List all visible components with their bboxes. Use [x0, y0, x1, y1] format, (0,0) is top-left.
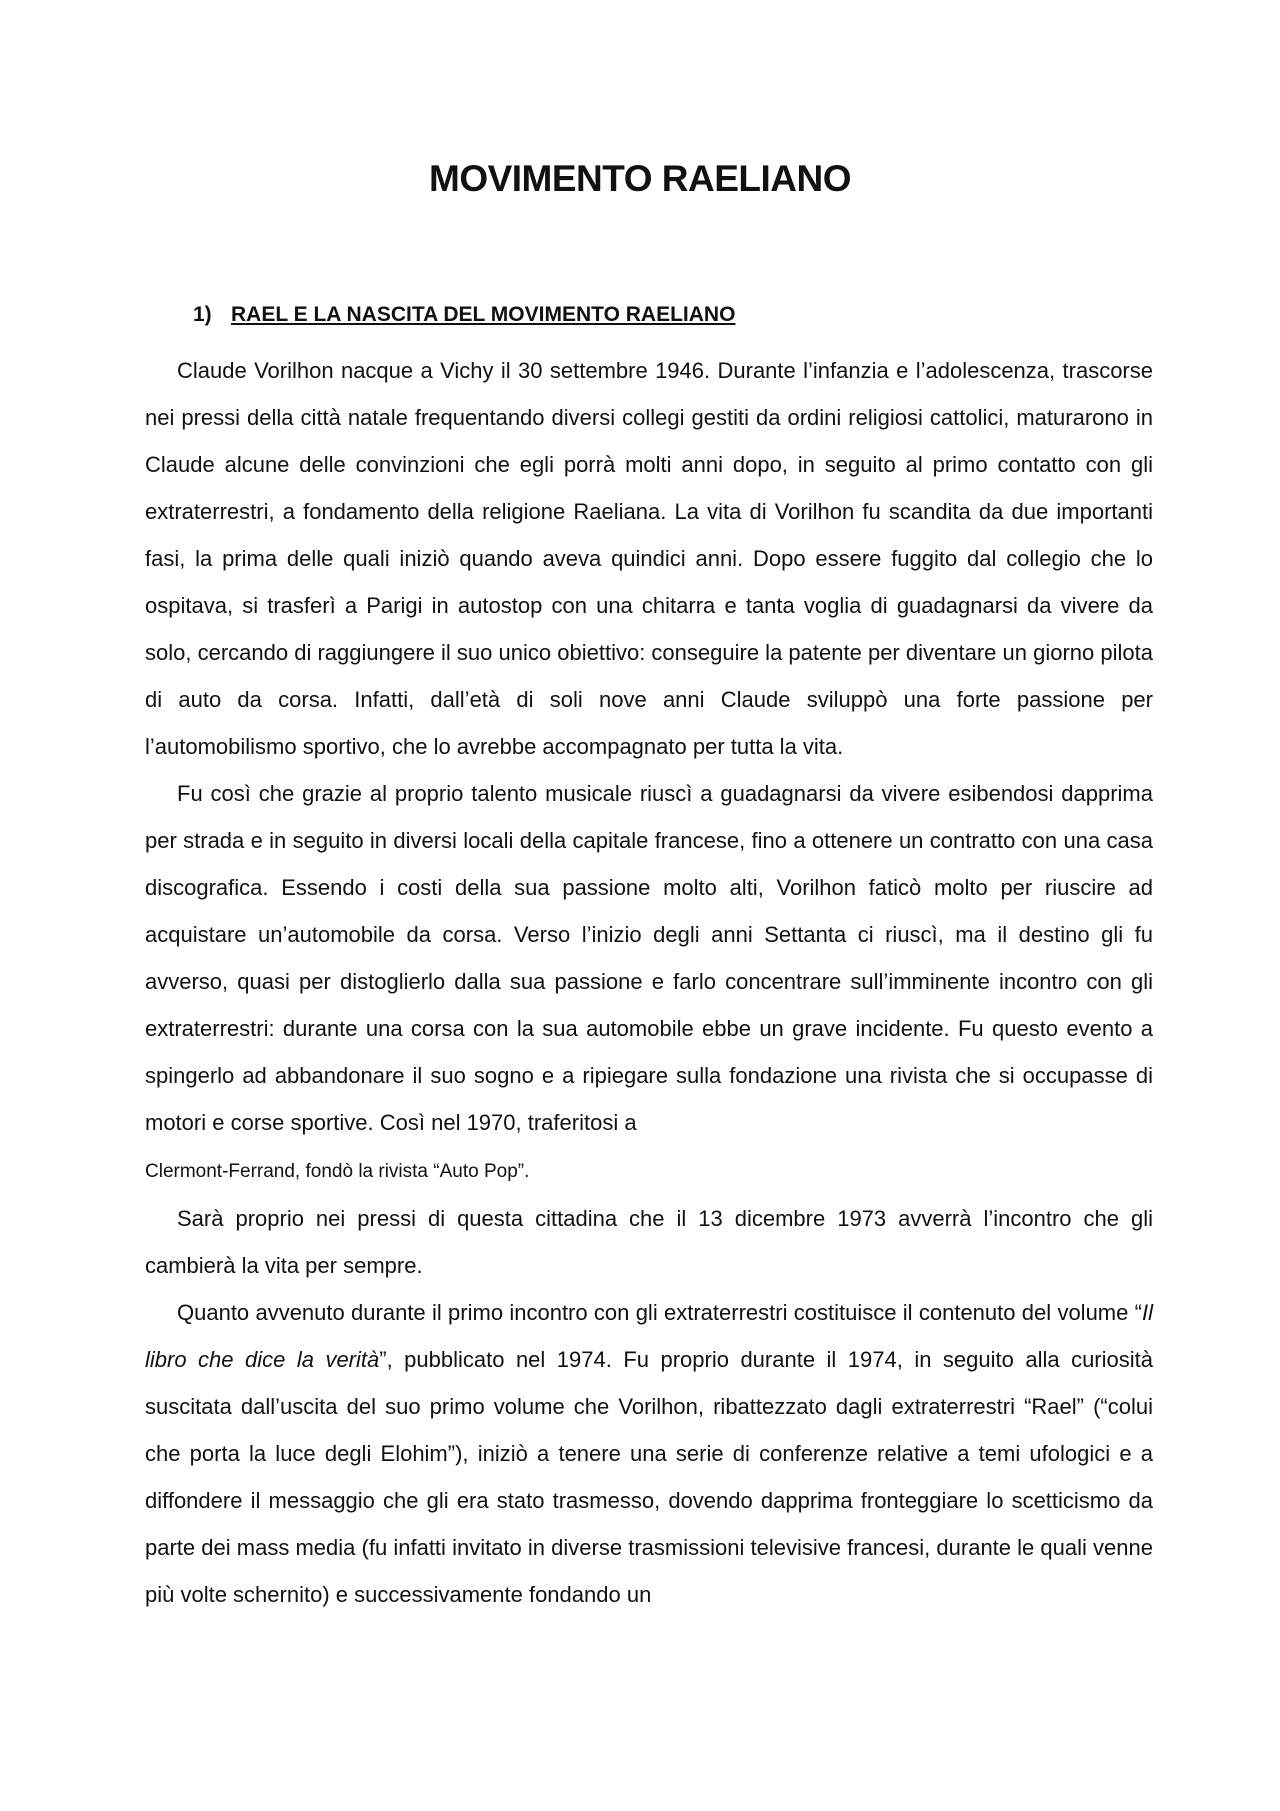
paragraph-2-main: Fu così che grazie al proprio talento musicale riuscì a guadagnarsi da vivere esibendosi dapprima per strada e in seguito in diversi locali della capitale francese, fino a ottenere un contratto con una casa discografica. Essendo i costi della sua passione molto alti, Vorilhon faticò molto per riuscire ad acquistare un’automobile da corsa. Verso l’inizio degli anni Settanta ci riuscì, ma il destino gli fu avverso, quasi per distoglierlo dalla sua passione e farlo concentrare sull’imminente incontro con gli extraterrestri: durante una corsa con la sua automobile ebbe un grave incidente. Fu questo evento a spingerlo ad abbandonare il suo sogno e a ripiegare sulla fondazione una rivista che si occupasse di motori e corse sportive. Così nel 1970, traferitosi a — [145, 781, 1153, 1135]
paragraph-3: Sarà proprio nei pressi di questa cittadina che il 13 dicembre 1973 avverrà l’incontro che gli cambierà la vita per sempre. — [145, 1206, 1153, 1278]
body-text — [145, 347, 1153, 1618]
paragraph-2 — [145, 770, 1153, 1195]
section-heading — [193, 303, 735, 327]
paragraph-4 — [145, 1289, 1153, 1618]
paragraph-4-after: ”, pubblicato nel 1974. Fu proprio durante il 1974, in seguito alla curiosità suscitata dall’uscita del suo primo volume che Vorilhon, ribattezzato dagli extraterrestri “Rael” (“colui che porta la luce degli Elohim”), iniziò a tenere una serie di conferenze relative a temi ufologici e a diffondere il messaggio che gli era stato trasmesso, dovendo dapprima fronteggiare lo scetticismo da parte dei mass media (fu infatti invitato in diverse trasmissioni televisive francesi, durante le quali venne più volte schernito) e successivamente fondando un — [145, 1347, 1153, 1607]
section-heading-text: RAEL E LA NASCITA DEL MOVIMENTO RAELIANO — [231, 303, 736, 326]
paragraph-1: Claude Vorilhon nacque a Vichy il 30 settembre 1946. Durante l’infanzia e l’adolescenza, trascorse nei pressi della città natale frequentando diversi collegi gestiti da ordini religiosi cattolici, maturarono in Claude alcune delle convinzioni che egli porrà molti anni dopo, in seguito al primo contatto con gli extraterrestri, a fondamento della religione Raeliana. La vita di Vorilhon fu scandita da due importanti fasi, la prima delle quali iniziò quando aveva quindici anni. Dopo essere fuggito dal collegio che lo ospitava, si trasferì a Parigi in autostop con una chitarra e tanta voglia di guadagnarsi da vivere da solo, cercando di raggiungere il suo unico obiettivo: conseguire la patente per diventare un giorno pilota di auto da corsa. Infatti, dall’età di soli nove anni Claude sviluppò una forte passione per l’automobilismo sportivo, che lo avrebbe accompagnato per tutta la vita. — [145, 358, 1153, 759]
document-title: MOVIMENTO RAELIANO — [429, 158, 851, 199]
paragraph-4-before: Quanto avvenuto durante il primo incontro con gli extraterrestri costituisce il contenuto del volume “ — [177, 1300, 1142, 1325]
book-title: Il libro che dice la verità — [145, 1300, 1153, 1372]
paragraph-2-tail: Clermont-Ferrand, fondò la rivista “Auto Pop”. — [145, 1161, 530, 1182]
section-number: 1) — [193, 303, 212, 326]
